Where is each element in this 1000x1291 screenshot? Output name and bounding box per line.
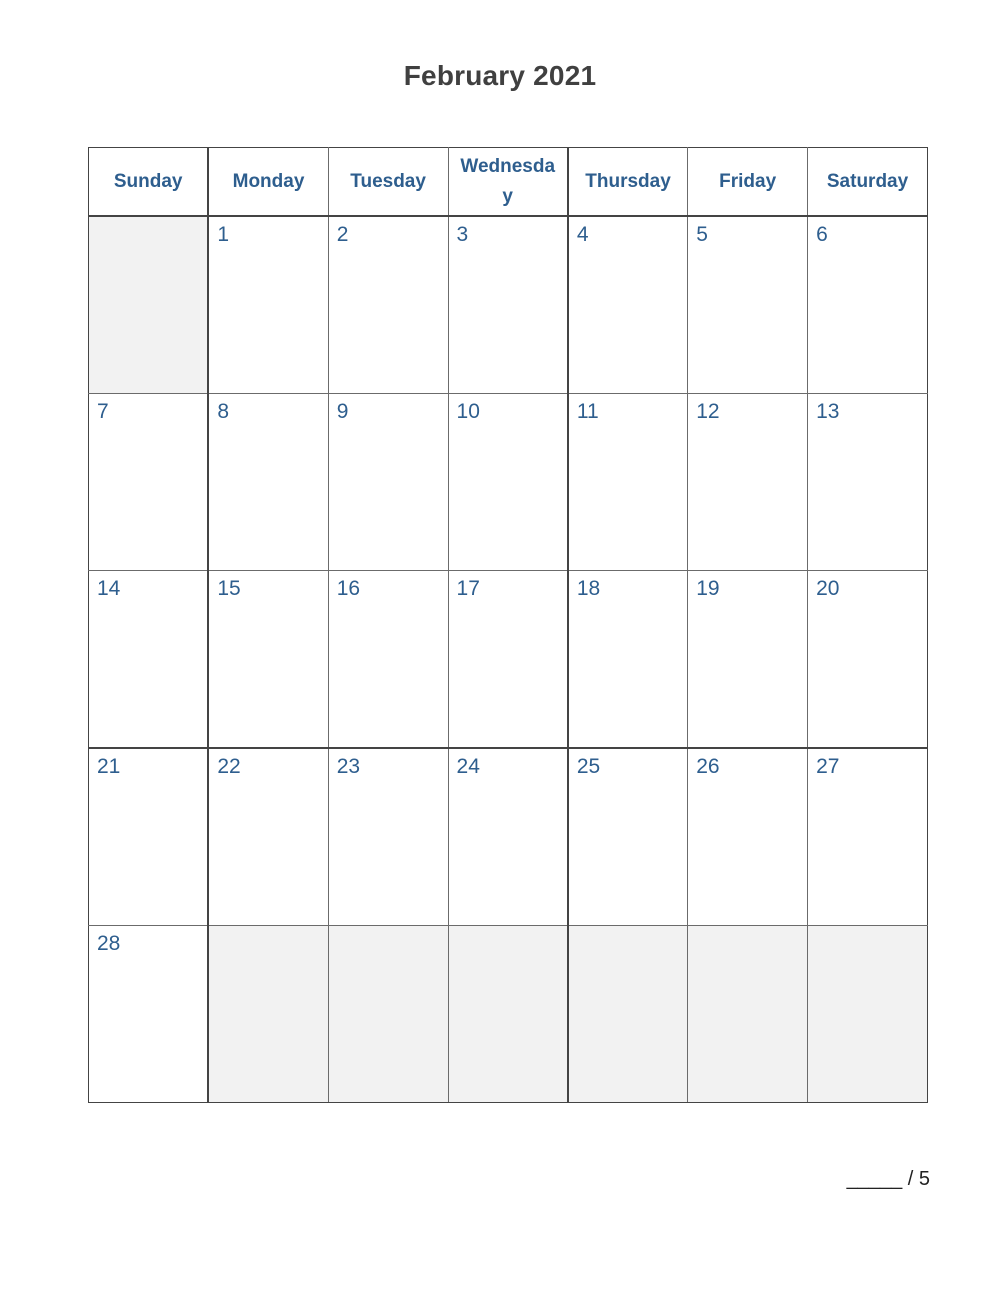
day-number: 7 <box>97 400 109 423</box>
day-cell[interactable] <box>89 394 209 571</box>
day-cell[interactable] <box>448 571 568 749</box>
day-cell[interactable] <box>89 748 209 926</box>
day-number: 25 <box>576 755 601 778</box>
week-row <box>89 216 928 394</box>
day-cell[interactable] <box>328 394 448 571</box>
day-cell[interactable] <box>448 216 568 394</box>
page-title: February 2021 <box>403 60 597 91</box>
day-cell[interactable] <box>688 571 808 749</box>
day-cell-empty <box>328 926 448 1103</box>
day-number: 26 <box>696 755 720 778</box>
day-cell[interactable] <box>208 394 328 571</box>
day-cell[interactable] <box>208 748 328 926</box>
day-number: 13 <box>816 400 840 423</box>
day-cell-empty <box>89 216 209 394</box>
calendar-grid <box>88 147 928 1103</box>
header-monday: Monday <box>208 148 328 217</box>
header-thursday: Thursday <box>568 148 688 217</box>
day-cell[interactable] <box>568 394 688 571</box>
day-number: 1 <box>217 223 230 246</box>
day-number: 24 <box>456 755 480 778</box>
day-number: 17 <box>456 577 480 600</box>
day-number: 19 <box>696 577 720 600</box>
day-number: 6 <box>816 223 828 246</box>
day-number: 3 <box>456 223 469 246</box>
day-cell[interactable] <box>808 571 928 749</box>
day-cell[interactable] <box>448 394 568 571</box>
day-number: 15 <box>217 577 241 600</box>
day-number: 10 <box>456 400 480 423</box>
header-tuesday: Tuesday <box>328 148 448 217</box>
score-label: _____ / 5 <box>846 1168 930 1190</box>
day-cell[interactable] <box>808 748 928 926</box>
header-wednesday: Wednesday <box>448 148 568 217</box>
day-number: 4 <box>576 223 589 246</box>
day-cell[interactable] <box>89 926 209 1103</box>
day-cell[interactable] <box>448 748 568 926</box>
day-number: 23 <box>336 755 361 778</box>
weekday-header-row <box>89 148 928 217</box>
day-cell-empty <box>448 926 568 1103</box>
day-number: 2 <box>336 223 349 246</box>
week-row <box>89 926 928 1103</box>
day-cell[interactable] <box>328 748 448 926</box>
day-cell[interactable] <box>688 394 808 571</box>
day-cell[interactable] <box>208 216 328 394</box>
day-cell-empty <box>808 926 928 1103</box>
week-row <box>89 571 928 749</box>
day-number: 12 <box>696 400 720 423</box>
header-friday: Friday <box>688 148 808 217</box>
day-number: 14 <box>97 577 121 600</box>
header-sunday: Sunday <box>89 148 209 217</box>
day-number: 22 <box>217 755 241 778</box>
day-cell[interactable] <box>328 216 448 394</box>
day-cell[interactable] <box>328 571 448 749</box>
day-cell-empty <box>568 926 688 1103</box>
day-number: 16 <box>336 577 361 600</box>
day-number: 8 <box>217 400 230 423</box>
day-number: 9 <box>336 400 349 423</box>
week-row <box>89 394 928 571</box>
day-cell[interactable] <box>89 571 209 749</box>
day-number: 21 <box>97 755 121 778</box>
day-cell[interactable] <box>688 216 808 394</box>
day-cell[interactable] <box>208 571 328 749</box>
day-cell-empty <box>688 926 808 1103</box>
day-cell[interactable] <box>568 571 688 749</box>
header-saturday: Saturday <box>808 148 928 217</box>
day-cell[interactable] <box>568 216 688 394</box>
day-number: 27 <box>816 755 840 778</box>
day-number: 20 <box>816 577 840 600</box>
day-cell-empty <box>208 926 328 1103</box>
day-cell[interactable] <box>808 216 928 394</box>
week-row <box>89 748 928 926</box>
day-cell[interactable] <box>568 748 688 926</box>
day-number: 28 <box>97 932 121 955</box>
day-number: 5 <box>696 223 708 246</box>
day-number: 11 <box>576 400 599 423</box>
day-number: 18 <box>576 577 601 600</box>
day-cell[interactable] <box>808 394 928 571</box>
day-cell[interactable] <box>688 748 808 926</box>
